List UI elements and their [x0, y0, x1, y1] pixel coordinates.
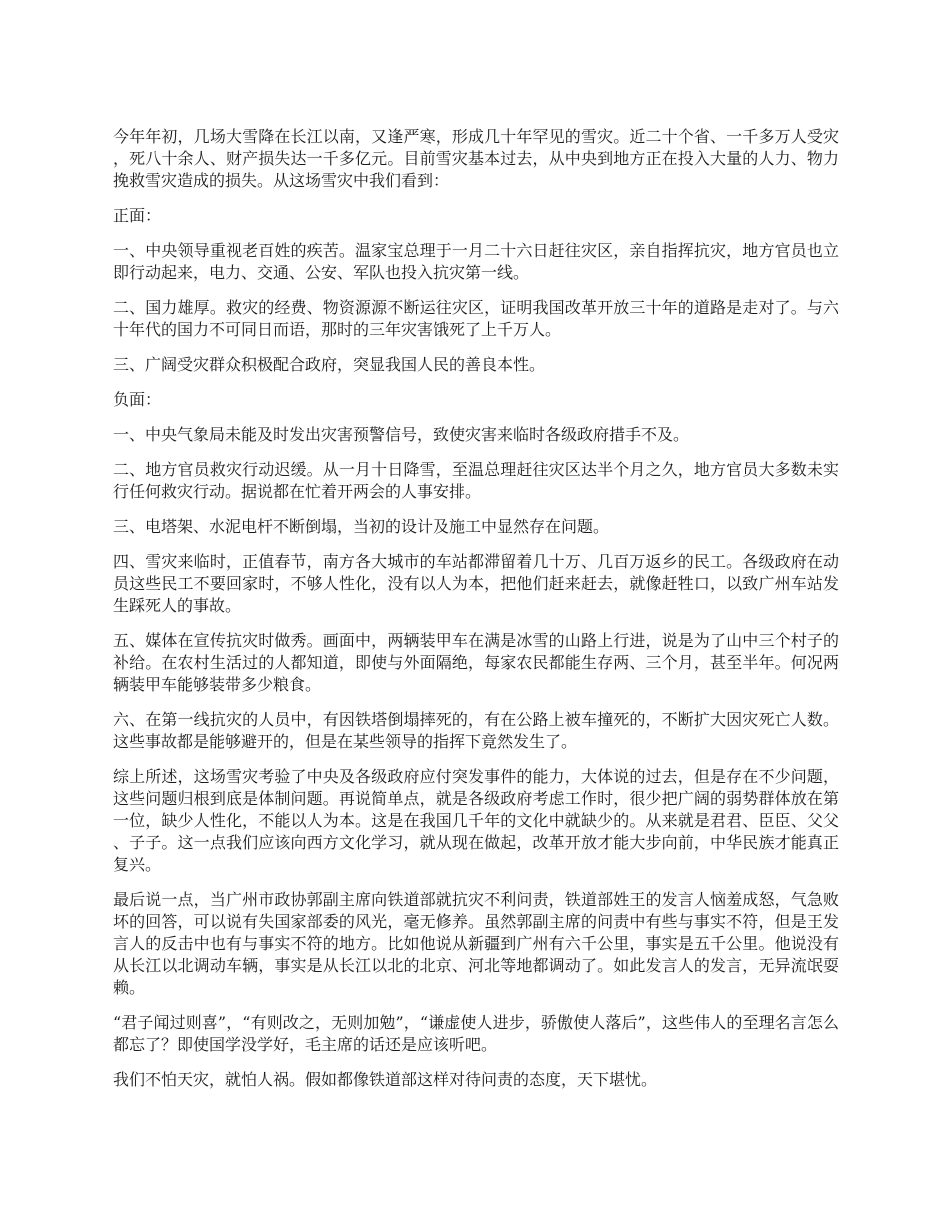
final-point-paragraph: 最后说一点，当广州市政协郭副主席向铁道部就抗灾不利问责，铁道部姓王的发言人恼羞成怒，气急败坏的回答，可以说有失国家部委的风光，毫无修养。虽然郭副主席的问责中有些与事实不符，但是王发言人的反击中也有与事实不符的地方。比如他说从新疆到广州有六千公里，事实是五千公里。他说没有从长江以北调动车辆，事实是从长江以北的北京、河北等地都调动了。如此发言人的发言，无异流氓耍赖。: [113, 890, 839, 997]
negative-point-5: 五、媒体在宣传抗灾时做秀。画面中，两辆装甲车在满是冰雪的山路上行进，说是为了山中三个村子的补给。在农村生活过的人都知道，即使与外面隔绝，每家农民都能生存两、三个月，甚至半年。何况两辆装甲车能够装带多少粮食。: [113, 631, 839, 694]
document-body: [113, 126, 839, 1104]
negative-point-1: 一、中央气象局未能及时发出灾害预警信号，致使灾害来临时各级政府措手不及。: [113, 425, 690, 444]
negative-point-2: 二、地方官员救灾行动迟缓。从一月十日降雪，至温总理赶往灾区达半个月之久，地方官员大多数未实行任何救灾行动。据说都在忙着开两会的人事安排。: [113, 460, 839, 501]
negative-point-3: 三、电塔架、水泥电杆不断倒塌，当初的设计及施工中显然存在问题。: [113, 517, 610, 536]
intro-paragraph: 今年年初，几场大雪降在长江以南，又逢严寒，形成几十年罕见的雪灾。近二十个省、一千多万人受灾，死八十余人、财产损失达一千多亿元。目前雪灾基本过去，从中央到地方正在投入大量的人力、物力挽救雪灾造成的损失。从这场雪灾中我们看到：: [113, 127, 839, 190]
positive-point-3: 三、广阔受灾群众积极配合政府，突显我国人民的善良本性。: [113, 355, 546, 374]
positive-heading: 正面：: [113, 206, 162, 225]
summary-paragraph: 综上所述，这场雪灾考验了中央及各级政府应付突发事件的能力，大体说的过去，但是存在不少问题，这些问题归根到底是体制问题。再说简单点，就是各级政府考虑工作时，很少把广阔的弱势群体放在第一位，缺少人性化，不能以人为本。这是在我国几千年的文化中就缺少的。从来就是君君、臣臣、父父、子子。这一点我们应该向西方文化学习，就从现在做起，改革开放才能大步向前，中华民族才能真正复兴。: [113, 767, 839, 874]
negative-heading: 负面：: [113, 390, 162, 409]
negative-point-4: 四、雪灾来临时，正值春节，南方各大城市的车站都滞留着几十万、几百万返乡的民工。各级政府在动员这些民工不要回家时，不够人性化，没有以人为本，把他们赶来赶去，就像赶牲口，以致广州车站发生踩死人的事故。: [113, 552, 839, 615]
negative-point-6: 六、在第一线抗灾的人员中，有因铁塔倒塌摔死的，有在公路上被车撞死的，不断扩大因灾死亡人数。这些事故都是能够避开的，但是在某些领导的指挥下竟然发生了。: [113, 710, 839, 751]
positive-point-1: 一、中央领导重视老百姓的疾苦。温家宝总理于一月二十六日赶往灾区，亲自指挥抗灾，地方官员也立即行动起来，电力、交通、公安、军队也投入抗灾第一线。: [113, 241, 839, 282]
positive-point-2: 二、国力雄厚。救灾的经费、物资源源不断运往灾区，证明我国改革开放三十年的道路是走对了。与六十年代的国力不可同日而语，那时的三年灾害饿死了上千万人。: [113, 298, 839, 339]
quotes-paragraph: “君子闻过则喜”，“有则改之，无则加勉”，“谦虚使人进步，骄傲使人落后”，这些伟人的至理名言怎么都忘了？即使国学没学好，毛主席的话还是应该听吧。: [113, 1013, 839, 1054]
closing-paragraph: 我们不怕天灾，就怕人祸。假如都像铁道部这样对待问责的态度，天下堪忧。: [113, 1070, 658, 1089]
